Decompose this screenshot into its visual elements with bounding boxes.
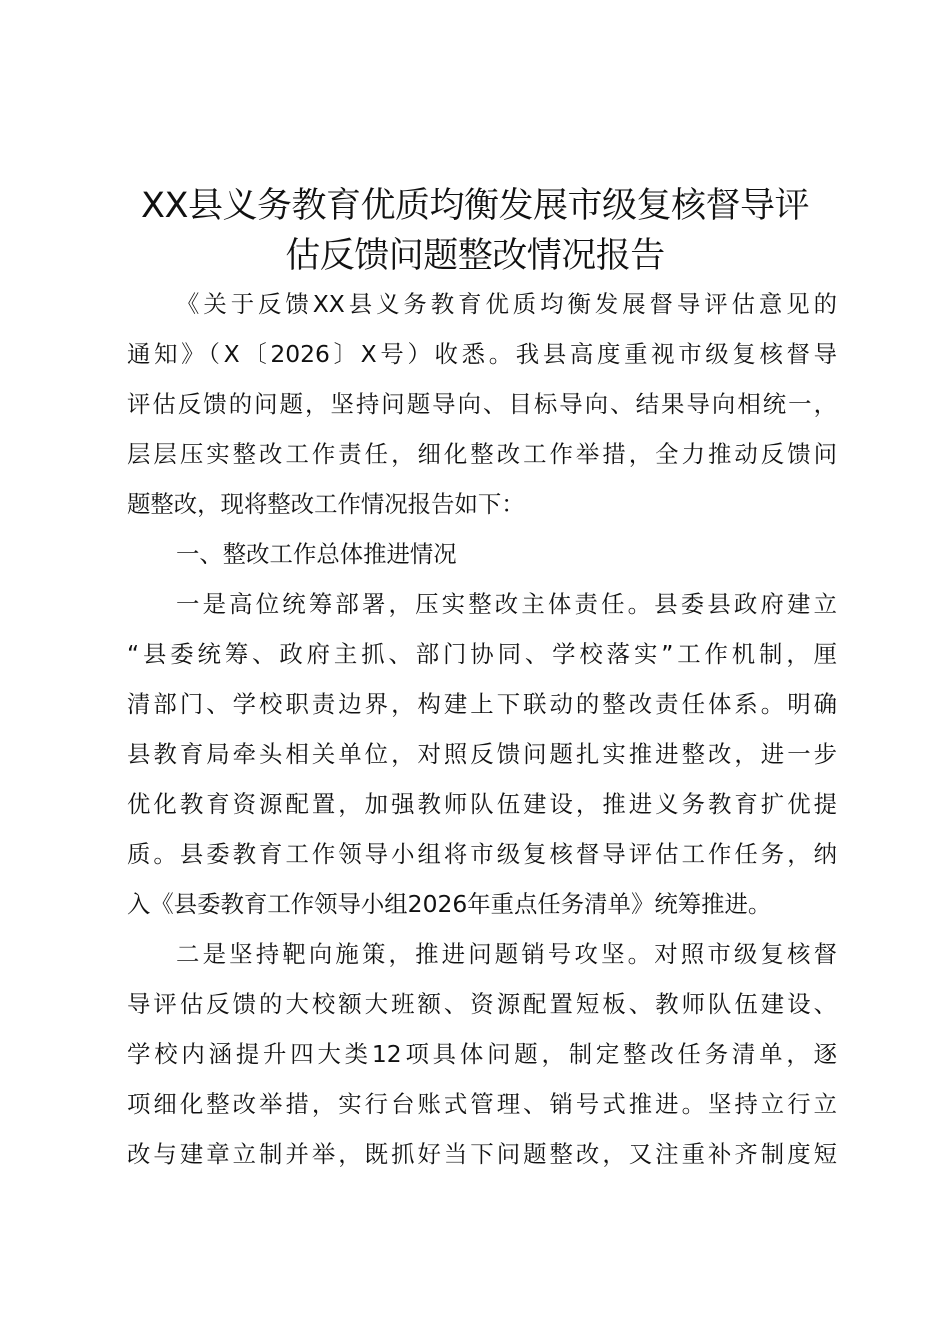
body-text-line: 质。县委教育工作领导小组将市级复核督导评估工作任务，纳 bbox=[127, 840, 837, 868]
body-text-line: 题整改，现将整改工作情况报告如下： bbox=[127, 490, 525, 518]
body-text-line: 评估反馈的问题，坚持问题导向、目标导向、结果导向相统一， bbox=[127, 390, 837, 418]
document-title-line-2: 估反馈问题整改情况报告 bbox=[285, 236, 665, 276]
body-text-line: 项细化整改举措，实行台账式管理、销号式推进。坚持立行立 bbox=[127, 1090, 837, 1118]
body-text-line: 二是坚持靶向施策，推进问题销号攻坚。对照市级复核督 bbox=[176, 940, 837, 968]
body-text-line: 层层压实整改工作责任，细化整改工作举措，全力推动反馈问 bbox=[127, 440, 837, 468]
body-text-line: 优化教育资源配置，加强教师队伍建设，推进义务教育扩优提 bbox=[127, 790, 837, 818]
body-text-line: “县委统筹、政府主抓、部门协同、学校落实”工作机制，厘 bbox=[127, 640, 837, 668]
body-text-line: 一是高位统筹部署，压实整改主体责任。县委县政府建立 bbox=[176, 590, 837, 618]
body-text-line: 《关于反馈XX县义务教育优质均衡发展督导评估意见的 bbox=[176, 290, 837, 318]
body-text-line: 入《县委教育工作领导小组2026年重点任务清单》统筹推进。 bbox=[127, 890, 772, 918]
body-text-line: 学校内涵提升四大类12项具体问题，制定整改任务清单，逐 bbox=[127, 1040, 837, 1068]
body-text-line: 通知》（X〔2026〕X号）收悉。我县高度重视市级复核督导 bbox=[127, 340, 837, 368]
body-text-line: 导评估反馈的大校额大班额、资源配置短板、教师队伍建设、 bbox=[127, 990, 837, 1018]
body-text-line: 县教育局牵头相关单位，对照反馈问题扎实推进整改，进一步 bbox=[127, 740, 837, 768]
document-title-line-1: XX县义务教育优质均衡发展市级复核督导评 bbox=[141, 186, 809, 226]
body-text-line: 清部门、学校职责边界，构建上下联动的整改责任体系。明确 bbox=[127, 690, 837, 718]
section-heading: 一、整改工作总体推进情况 bbox=[176, 540, 457, 568]
body-text-line: 改与建章立制并举，既抓好当下问题整改，又注重补齐制度短 bbox=[127, 1140, 837, 1168]
